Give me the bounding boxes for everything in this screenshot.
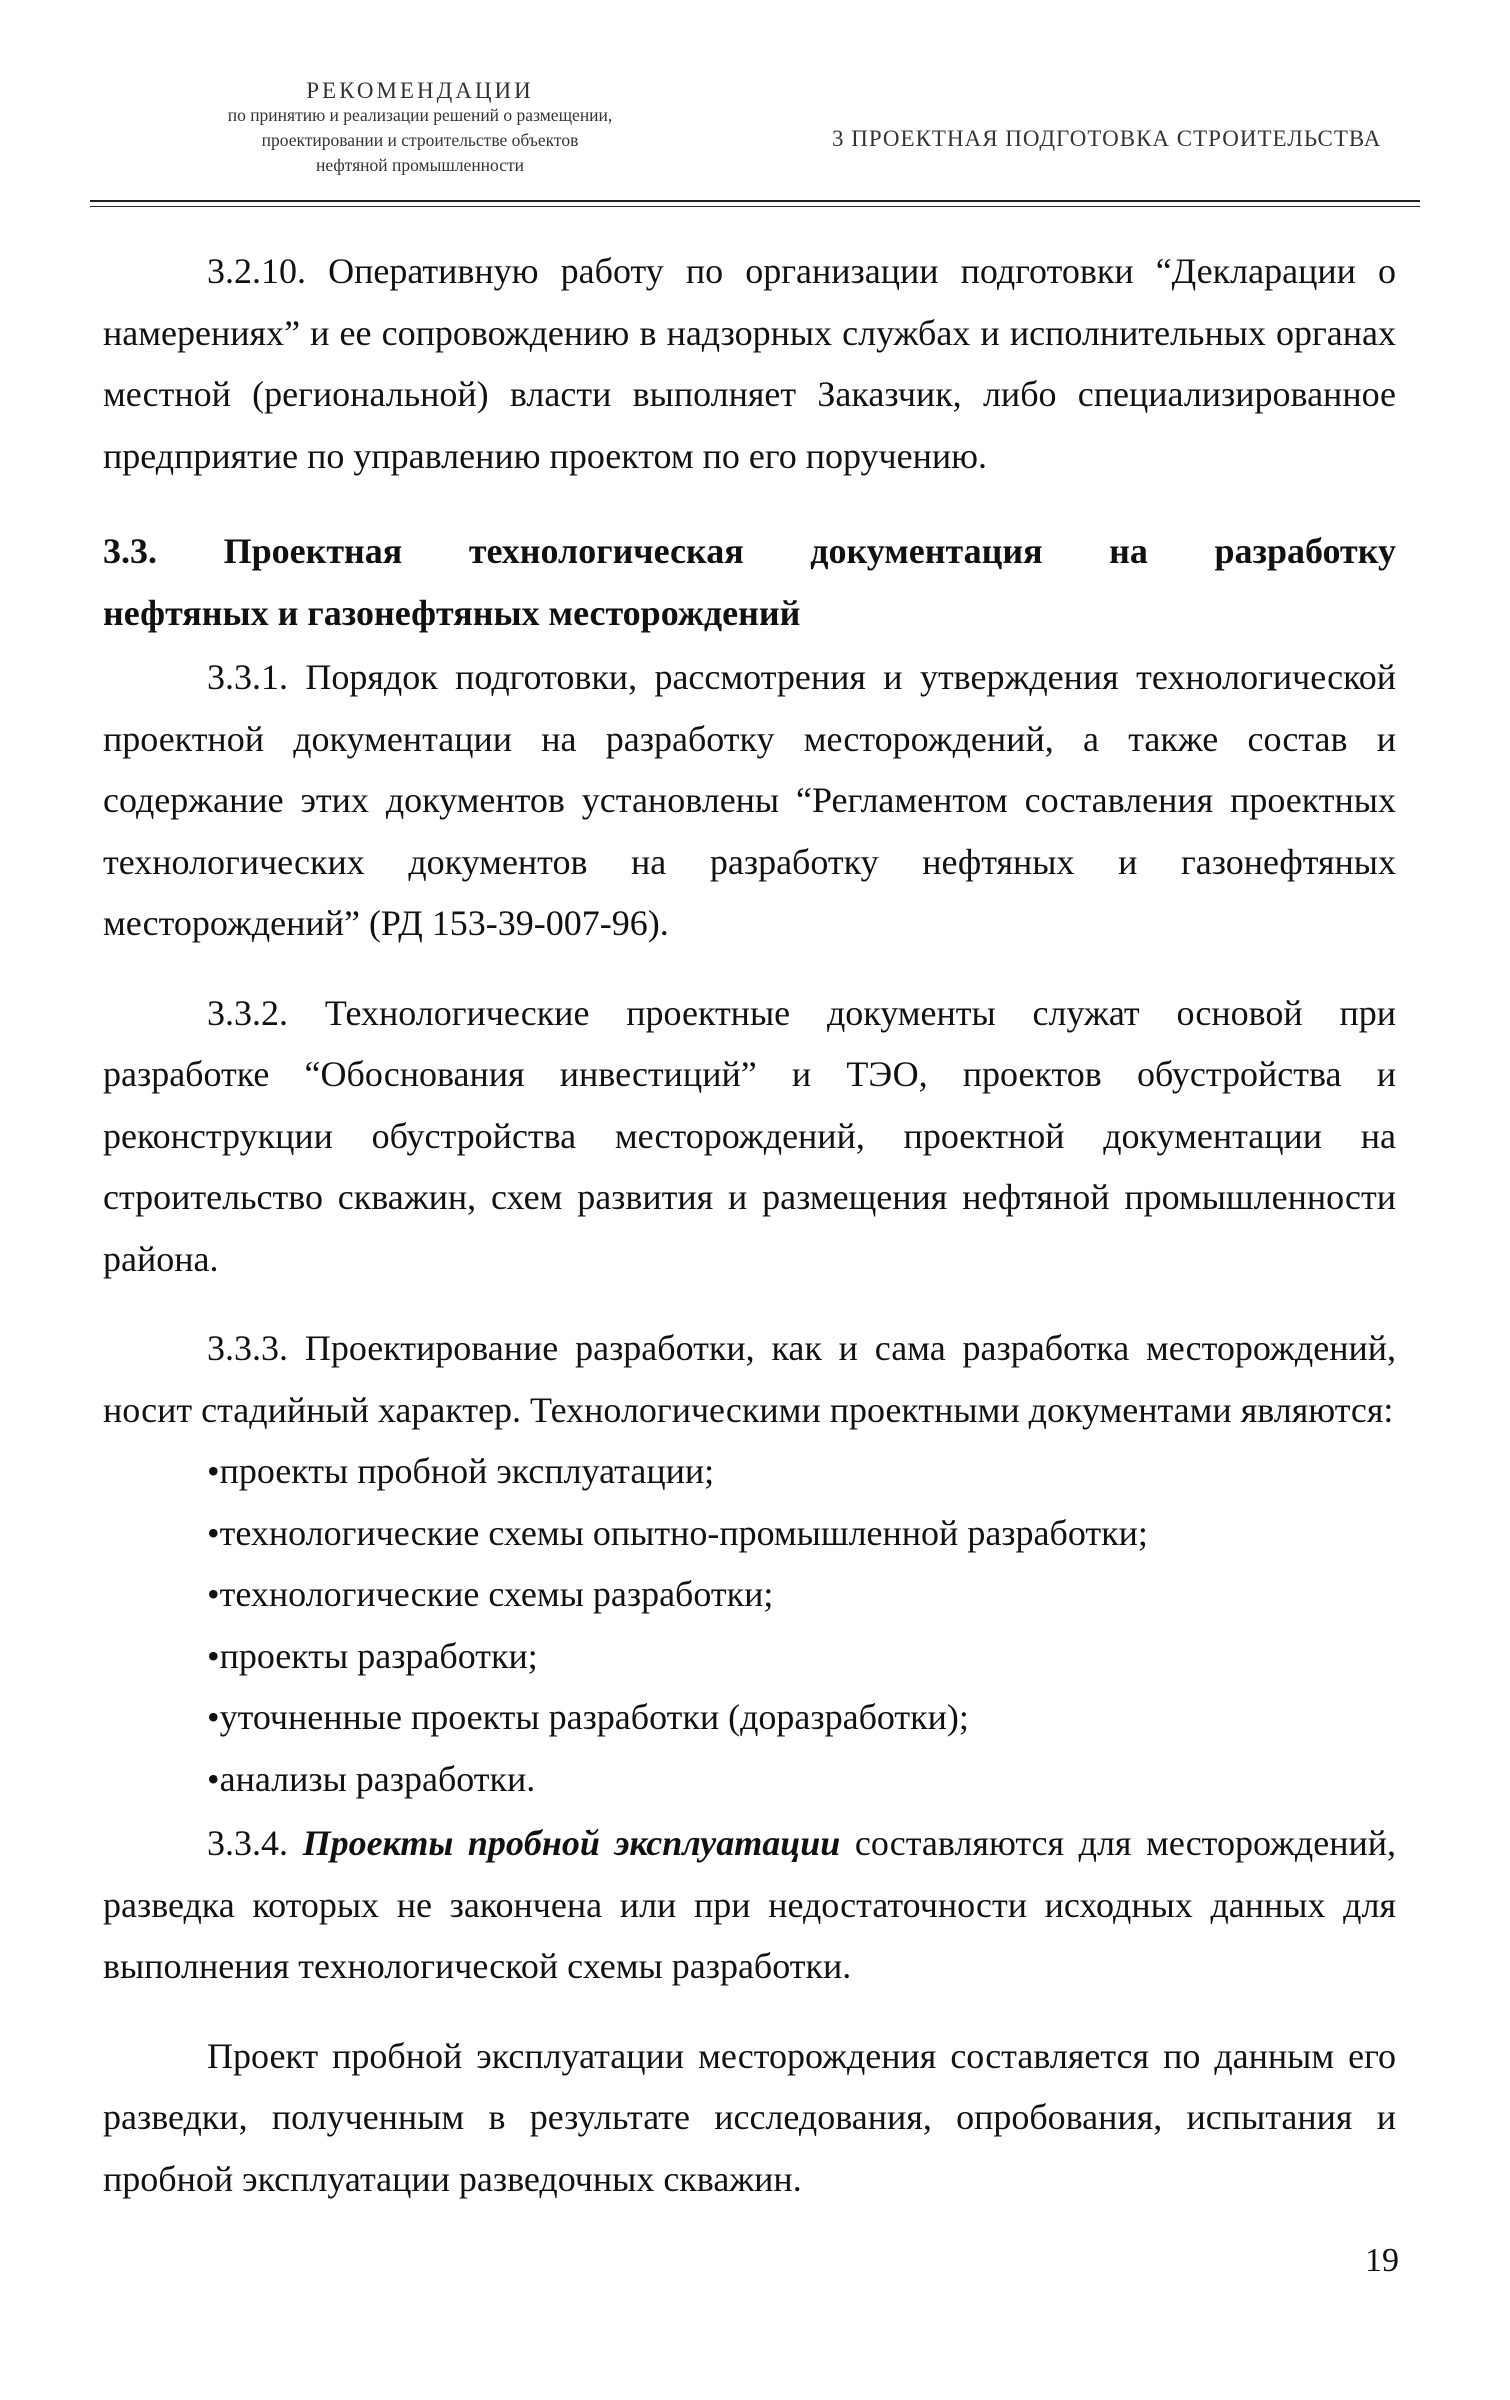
header-rule-thin bbox=[90, 206, 1420, 207]
list-item: •уточненные проекты разработки (доразработки); bbox=[207, 1697, 969, 1737]
paragraph-final: Проект пробной эксплуатации месторождения составляется по данным его разведки, полученным в результате исследования, опробования, испытания и пробной эксплуатации разведочных скважин. bbox=[103, 2035, 1396, 2199]
header-rule-thick bbox=[90, 200, 1420, 202]
header-title: РЕКОМЕНДАЦИИ bbox=[306, 78, 534, 103]
paragraph-3-3-2: 3.3.2. Технологические проектные документы служат основой при разработке “Обоснования инвестиций” и ТЭО, проектов обустройства и реконструкции обустройства месторождений, проектной документации на строительство скважин, схем развития и размещения нефтяной промышленности района. bbox=[103, 992, 1396, 1279]
section-heading-line-1 bbox=[103, 521, 1396, 583]
heading-word: разработку bbox=[1214, 531, 1396, 571]
paragraph-3-3-4 bbox=[103, 1813, 1396, 1998]
page-body bbox=[103, 241, 1396, 2210]
paragraph-text: составляются для месторождений, разведка которых не закончена или при недостаточности исходных данных для выполнения технологической схемы разработки. bbox=[103, 1823, 1397, 1986]
heading-word: Проектная bbox=[223, 531, 403, 571]
heading-word: на bbox=[1109, 531, 1148, 571]
paragraph-3-2-10: 3.2.10. Оперативную работу по организации подготовки “Декларации о намерениях” и ее сопровождению в надзорных службах и исполнительных органах местной (региональной) власти выполняет Заказчик, либо специализированное предприятие по управлению проектом по его поручению. bbox=[103, 251, 1396, 476]
heading-word: технологическая bbox=[468, 531, 744, 571]
list-item: •технологические схемы разработки; bbox=[207, 1574, 774, 1614]
emphasized-term: Проекты пробной эксплуатации bbox=[302, 1823, 841, 1863]
list-item: •технологические схемы опытно-промышленной разработки; bbox=[207, 1512, 1148, 1553]
paragraph-3-3-3: 3.3.3. Проектирование разработки, как и сама разработка месторождений, носит стадийный характер. Технологическими проектными документами являются: bbox=[103, 1328, 1396, 1430]
header-section-title: 3 ПРОЕКТНАЯ ПОДГОТОВКА СТРОИТЕЛЬСТВА bbox=[832, 126, 1382, 151]
running-header-title-block bbox=[120, 78, 720, 178]
heading-word: документация bbox=[810, 531, 1043, 571]
heading-word: 3.3. bbox=[103, 531, 157, 571]
header-subtitle-line-2: проектировании и строительстве объектов bbox=[261, 130, 579, 150]
page-number: 19 bbox=[1365, 2242, 1399, 2279]
paragraph-number: 3.3.4. bbox=[207, 1823, 288, 1863]
paragraph-3-3-1: 3.3.1. Порядок подготовки, рассмотрения и утверждения технологической проектной документации на разработку месторождений, а также состав и содержание этих документов установлены “Регламентом составления проектных технологических документов на разработку нефтяных и газонефтяных месторождений” (РД 153-39-007-96). bbox=[103, 657, 1396, 943]
document-type-list bbox=[103, 1441, 1396, 1810]
header-subtitle-line-1: по принятию и реализации решений о размещении, bbox=[227, 105, 613, 125]
header-subtitle-line-3: нефтяной промышленности bbox=[315, 155, 525, 175]
section-heading-line-2: нефтяных и газонефтяных месторождений bbox=[103, 592, 801, 633]
list-item: •анализы разработки. bbox=[207, 1758, 536, 1799]
list-item: •проекты разработки; bbox=[207, 1635, 538, 1676]
section-heading-3-3 bbox=[103, 521, 1396, 644]
list-item: •проекты пробной эксплуатации; bbox=[207, 1451, 715, 1491]
